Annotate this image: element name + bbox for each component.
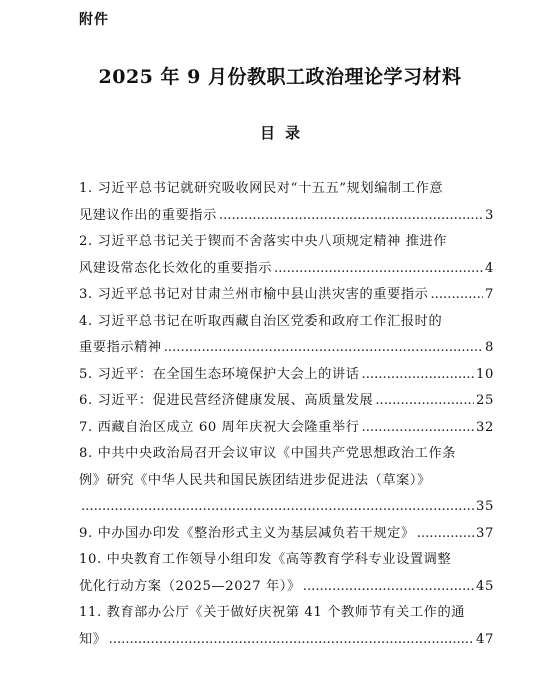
dot-leader [362, 362, 474, 389]
toc-page-number: 8 [485, 340, 494, 355]
toc-entry-text: 3. 习近平总书记对甘肃兰州市榆中县山洪灾害的重要指示 [79, 287, 429, 302]
toc-entry-line [79, 229, 494, 256]
toc-page-number: 3 [485, 207, 494, 223]
toc-page-number: 45 [476, 578, 494, 594]
toc-entry[interactable] [79, 282, 494, 309]
toc-page-number: 32 [476, 419, 494, 435]
toc-heading: 目录 [259, 124, 310, 142]
dot-leader [362, 415, 474, 442]
document-title: 2025 年 9 月份教职工政治理论学习材料 [98, 66, 462, 88]
toc-entry-text: 5. 习近平：在全国生态环境保护大会上的讲话 [79, 366, 360, 382]
toc-entry-text: 见建议作出的重要指示 [79, 207, 217, 223]
toc-entry-text: 9. 中办国办印发《整治形式主义为基层减负若干规定》 [79, 525, 415, 541]
toc-entry[interactable] [79, 521, 494, 548]
toc-entry-text: 风建设常态化长效化的重要指示 [79, 260, 273, 276]
toc-entry-line [79, 256, 494, 283]
toc-entry[interactable] [79, 600, 494, 653]
toc-entry-line [79, 415, 494, 442]
toc-entry-line [79, 600, 494, 627]
toc-entry-line [79, 176, 494, 203]
toc-entry-line [79, 494, 494, 521]
toc-entry-text: 11. 教育部办公厅《关于做好庆祝第 41 个教师节有关工作的通 [79, 605, 466, 620]
toc-entry-text: 10. 中央教育工作领导小组印发《高等教育学科专业设置调整 [79, 552, 452, 567]
dot-leader [417, 521, 474, 548]
toc-page-number: 37 [476, 525, 494, 541]
toc-entry-text: 知》 [79, 631, 107, 647]
toc-page-number: 10 [476, 366, 494, 382]
dot-leader [81, 494, 474, 521]
dot-leader [109, 627, 474, 654]
attachment-label: 附件 [79, 12, 109, 28]
toc-entry-text: 例》研究《中华人民共和国民族团结进步促进法（草案）》 [79, 472, 431, 488]
toc-entry[interactable] [79, 415, 494, 442]
toc-entry-text: 6. 习近平：促进民营经济健康发展、高质量发展 [79, 393, 374, 408]
toc-entry-line [79, 468, 494, 495]
dot-leader [430, 282, 483, 309]
toc-entry-line [79, 388, 494, 415]
toc-entry[interactable] [79, 441, 494, 521]
toc-entry[interactable] [79, 362, 494, 389]
toc-entry[interactable] [79, 547, 494, 600]
table-of-contents [79, 176, 494, 653]
toc-entry-text: 7. 西藏自治区成立 60 周年庆祝大会隆重举行 [79, 419, 360, 435]
toc-entry-text: 4. 习近平总书记在听取西藏自治区党委和政府工作汇报时的 [79, 313, 443, 329]
toc-entry-line [79, 547, 494, 574]
toc-entry-line [79, 627, 494, 654]
toc-entry-text: 2. 习近平总书记关于锲而不舍落实中央八项规定精神 推进作 [79, 234, 448, 249]
toc-entry-line [79, 441, 494, 468]
toc-entry-text: 优化行动方案（2025—2027 年）》 [79, 578, 301, 594]
toc-page-number: 47 [476, 631, 494, 647]
toc-entry-text: 8. 中共中央政治局召开会议审议《中国共产党思想政治工作条 [79, 446, 457, 461]
toc-page-number: 25 [476, 393, 494, 408]
toc-entry[interactable] [79, 229, 494, 282]
dot-leader [303, 574, 474, 601]
toc-entry[interactable] [79, 388, 494, 415]
toc-entry-line [79, 282, 494, 309]
toc-entry-line [79, 203, 494, 230]
dot-leader [274, 256, 483, 283]
toc-entry-text: 重要指示精神 [79, 340, 162, 355]
toc-entry[interactable] [79, 309, 494, 362]
dot-leader [164, 335, 483, 362]
dot-leader [219, 203, 483, 230]
toc-entry[interactable] [79, 176, 494, 229]
toc-page-number: 4 [485, 260, 494, 276]
toc-entry-text: 1. 习近平总书记就研究吸收网民对“十五五”规划编制工作意 [79, 181, 444, 196]
toc-page-number: 7 [485, 287, 494, 302]
toc-entry-line [79, 335, 494, 362]
toc-entry-line [79, 521, 494, 548]
toc-entry-line [79, 362, 494, 389]
dot-leader [375, 388, 474, 415]
toc-entry-line [79, 309, 494, 336]
toc-page-number: 35 [476, 499, 494, 514]
toc-entry-line [79, 574, 494, 601]
